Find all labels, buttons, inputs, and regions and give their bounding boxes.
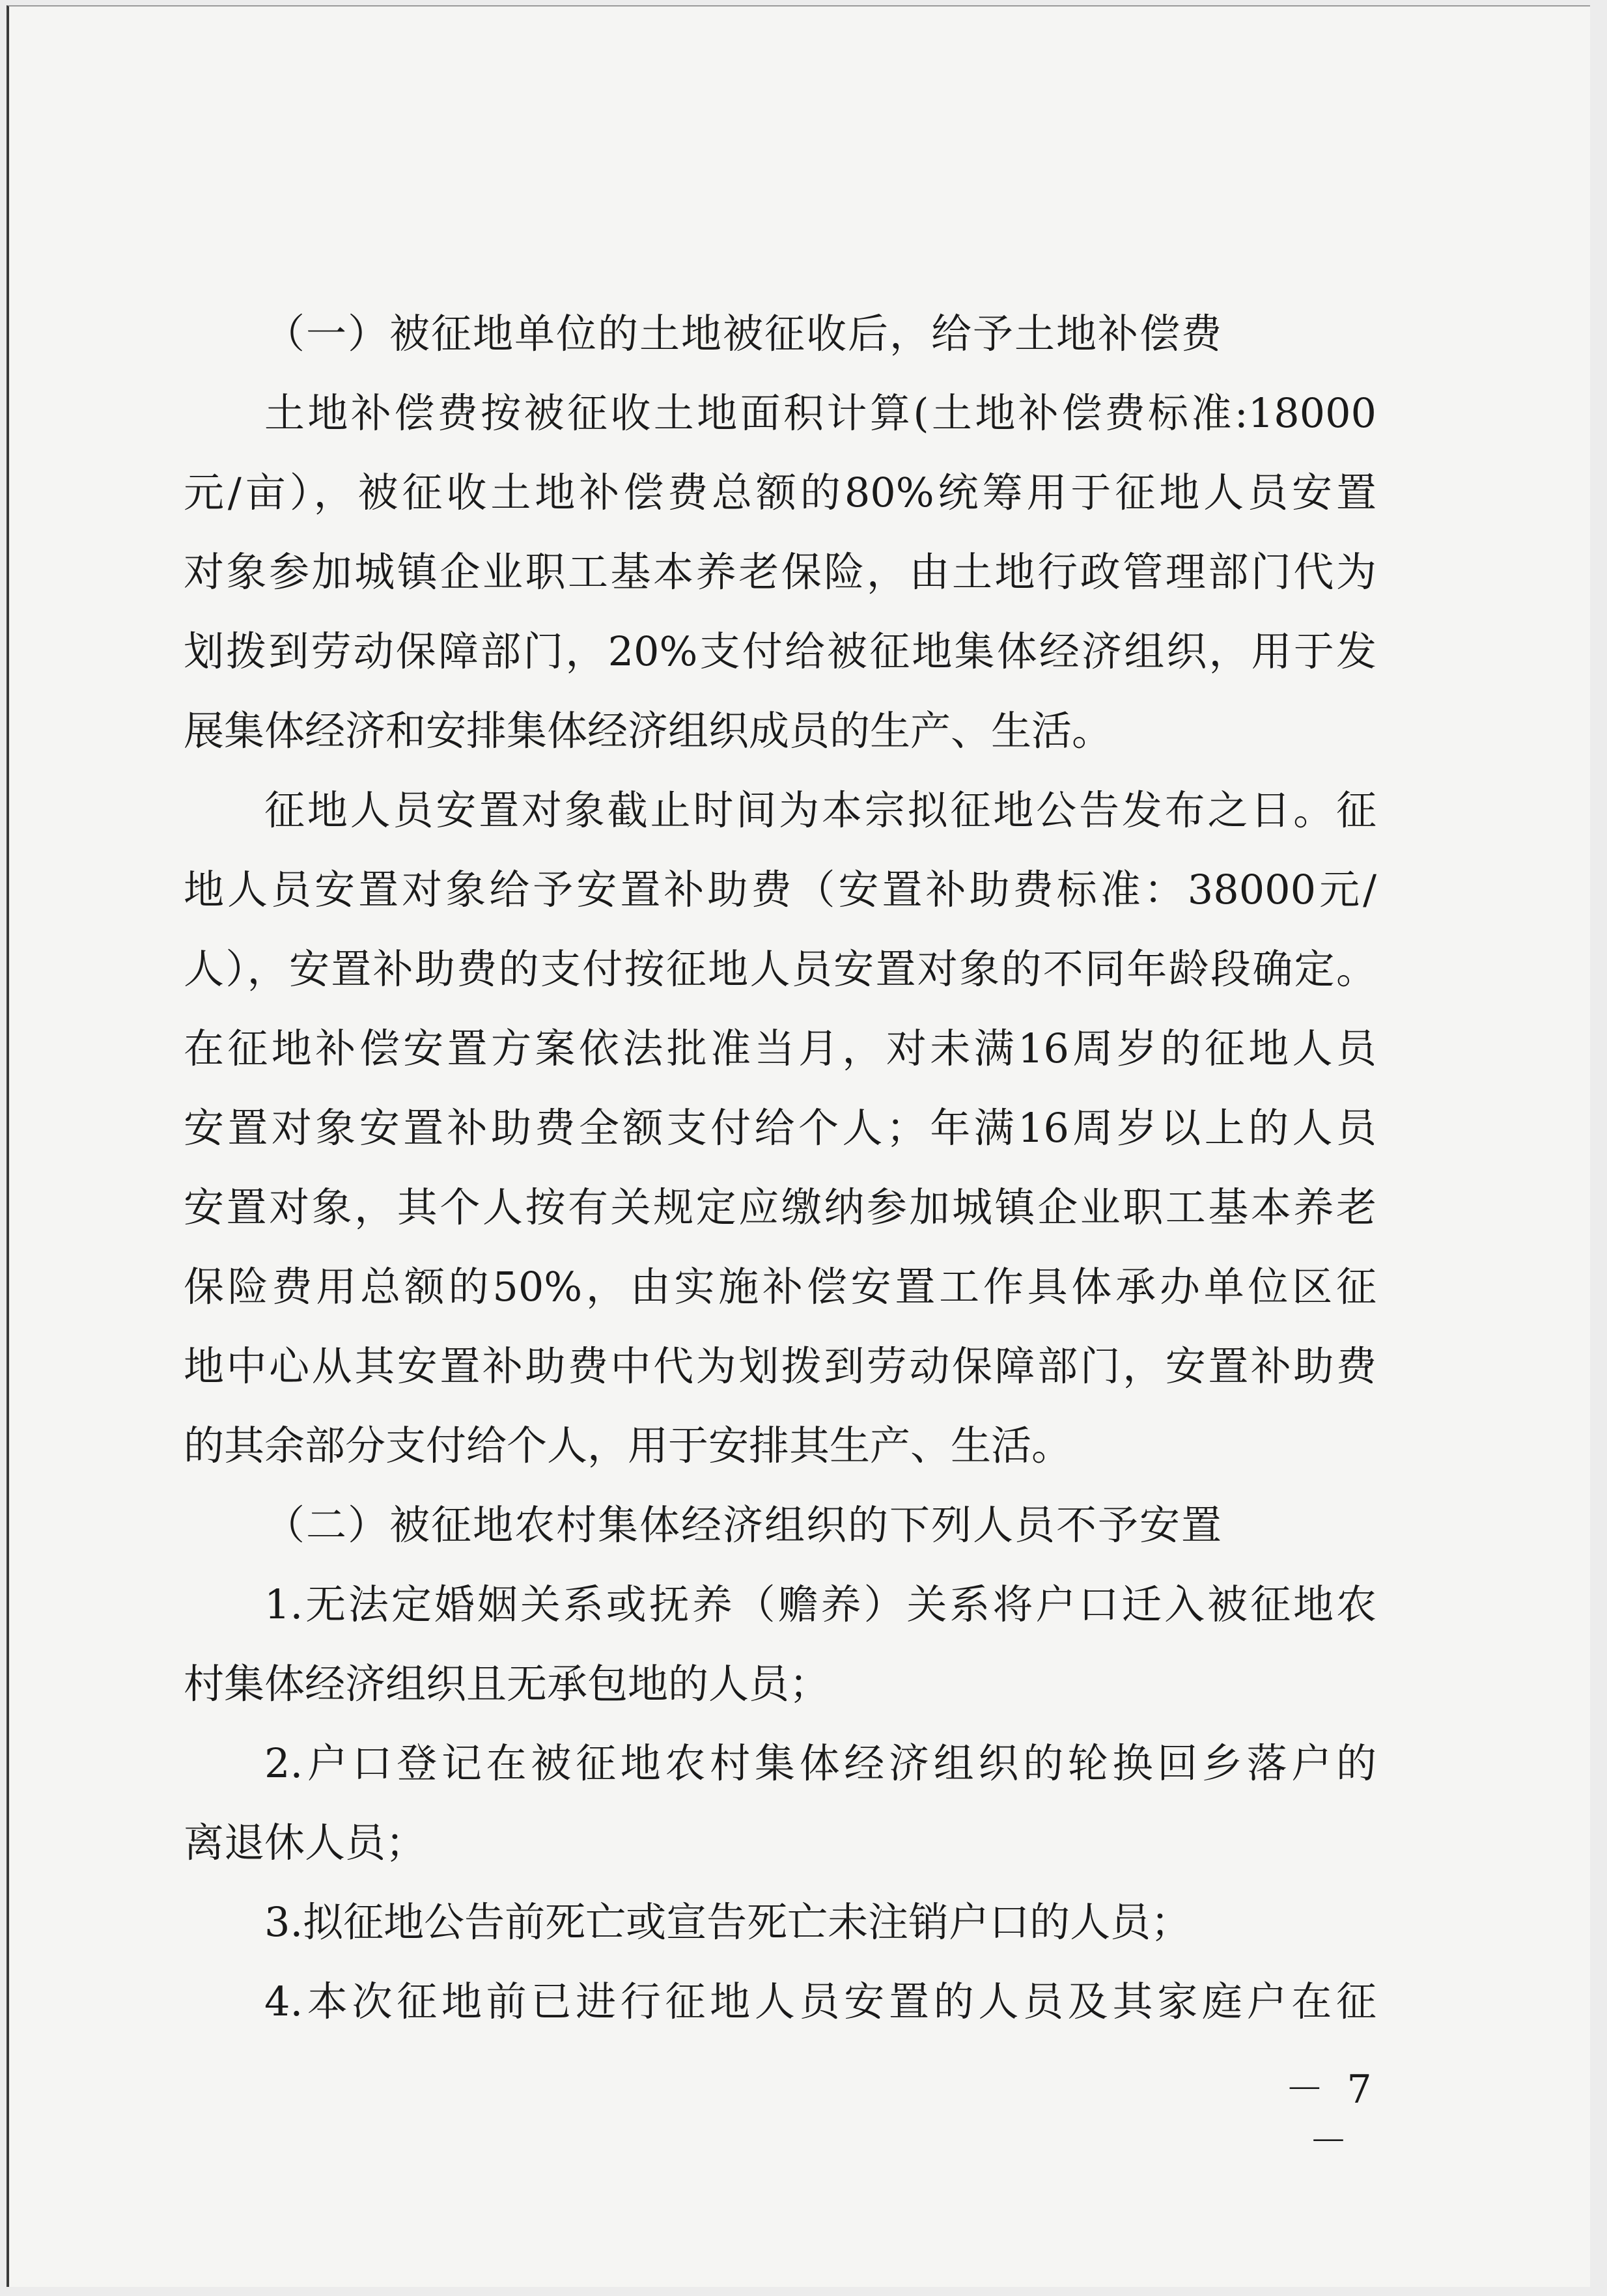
list-item: 2.户口登记在被征地农村集体经济组织的轮换回乡落户的 <box>264 1739 1376 1787</box>
paragraph-line: 在征地补偿安置方案依法批准当月，对未满16周岁的征地人员 <box>184 1025 1376 1072</box>
paragraph-line: 划拨到劳动保障部门，20%支付给被征地集体经济组织，用于发 <box>184 628 1376 675</box>
paragraph-line: 保险费用总额的50%，由实施补偿安置工作具体承办单位区征 <box>184 1263 1376 1310</box>
list-item-continued: 离退休人员； <box>184 1819 426 1866</box>
page-number: － 7 － <box>1285 2067 1377 2165</box>
paragraph-line: 人），安置补助费的支付按征地人员安置对象的不同年龄段确定。 <box>184 945 1376 993</box>
paragraph-line: 地中心从其安置补助费中代为划拨到劳动保障部门，安置补助费 <box>184 1342 1376 1390</box>
paragraph-line: 安置对象，其个人按有关规定应缴纳参加城镇企业职工基本养老 <box>184 1183 1376 1231</box>
list-item: 4.本次征地前已进行征地人员安置的人员及其家庭户在征 <box>264 1978 1376 2025</box>
section-heading-2: （二）被征地农村集体经济组织的下列人员不予安置 <box>264 1501 1223 1549</box>
section-heading-1: （一）被征地单位的土地被征收后，给予土地补偿费 <box>264 310 1223 357</box>
paragraph-line: 展集体经济和安排集体经济组织成员的生产、生活。 <box>184 707 1113 754</box>
paragraph-line: 土地补偿费按被征收土地面积计算(土地补偿费标准:18000 <box>264 389 1376 437</box>
list-item: 3.拟征地公告前死亡或宣告死亡未注销户口的人员； <box>264 1898 1192 1946</box>
paragraph-line: 的其余部分支付给个人，用于安排其生产、生活。 <box>184 1422 1072 1469</box>
list-item-continued: 村集体经济组织且无承包地的人员； <box>184 1660 830 1708</box>
paragraph-line: 安置对象安置补助费全额支付给个人；年满16周岁以上的人员 <box>184 1104 1376 1152</box>
list-item: 1.无法定婚姻关系或抚养（赡养）关系将户口迁入被征地农 <box>264 1581 1376 1628</box>
paragraph-line: 地人员安置对象给予安置补助费（安置补助费标准：38000元/ <box>184 866 1376 913</box>
paragraph-line: 征地人员安置对象截止时间为本宗拟征地公告发布之日。征 <box>264 786 1376 834</box>
document-page <box>7 5 1590 2287</box>
paragraph-line: 元/亩），被征收土地补偿费总额的80%统筹用于征地人员安置 <box>184 469 1376 516</box>
paragraph-line: 对象参加城镇企业职工基本养老保险，由土地行政管理部门代为 <box>184 548 1376 596</box>
